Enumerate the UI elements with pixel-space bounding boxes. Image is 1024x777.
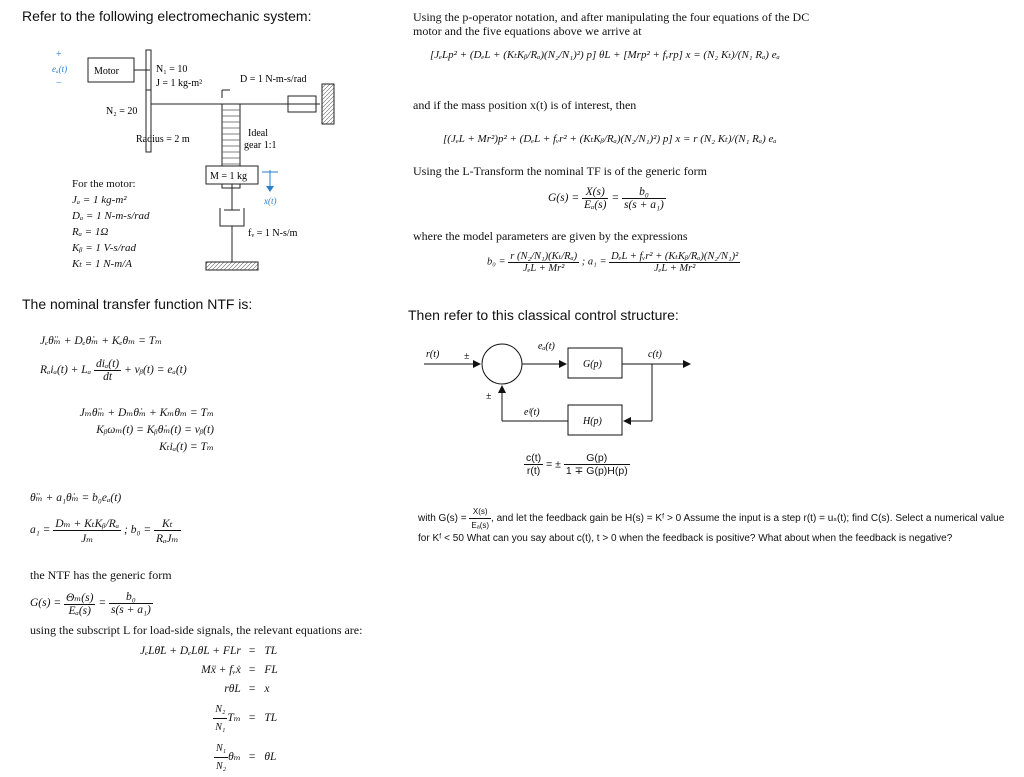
source-label: eₐ(t) bbox=[52, 64, 68, 74]
rgs-den1: Eₐ(s) bbox=[583, 199, 607, 211]
gs-num1: Θₘ(s) bbox=[65, 592, 94, 604]
rgs-eq: = bbox=[611, 192, 620, 205]
minus-sign: − bbox=[56, 78, 62, 89]
gs-den2: s(s + a₁) bbox=[110, 604, 151, 616]
load4-num: N₂ bbox=[213, 701, 227, 719]
load4-den: N₁ bbox=[215, 722, 226, 733]
closed-loop-eq bbox=[524, 452, 630, 477]
load-rhs: FL bbox=[264, 664, 278, 676]
question-text: , and let the feedback gain be H(s) = Kᶠ > 0 Assume the input is a step r(t) = uₛ(t); find C(s). Select a numerical value for Kᶠ < 50 What can you say about c(t), t > 0 when the feedback is positive? What about when the feedback is negative? bbox=[418, 513, 1005, 544]
eq-motor-mech: Jₑθ̈ₘ + Dₑθ̇ₘ + Kₑθₘ = Tₘ bbox=[40, 335, 163, 347]
motor-param: Jₐ = 1 kg-m² bbox=[72, 194, 127, 206]
b0-label: ; b₀ = bbox=[124, 524, 152, 537]
load-rhs: x bbox=[264, 683, 270, 695]
load5-var: θₘ bbox=[228, 751, 241, 764]
cl-den: 1 ∓ G(p)H(p) bbox=[565, 465, 628, 477]
x-arrow-head bbox=[266, 186, 274, 192]
r-label: r(t) bbox=[426, 349, 440, 360]
a1-num: Dₘ + KₜKᵦ/Rₐ bbox=[55, 518, 120, 530]
eq-params bbox=[30, 516, 181, 545]
pm-bottom: ± bbox=[486, 391, 492, 402]
ea-label: eₐ(t) bbox=[538, 341, 555, 352]
summing-junction bbox=[482, 344, 522, 384]
eq3b: Kᵦωₘ(t) = Kᵦθ̇ₘ(t) = vᵦ(t) bbox=[96, 424, 214, 436]
eq-motor-elec bbox=[40, 358, 187, 383]
load-lhs bbox=[140, 699, 241, 738]
motor-param: Rₐ = 1Ω bbox=[72, 226, 109, 238]
eq-right-params bbox=[487, 250, 740, 274]
rb0-num: r (N₂/N₁)(Kₜ/Rₐ) bbox=[510, 251, 578, 262]
rgs-den2: s(s + a₁) bbox=[624, 199, 664, 211]
question-pre: with G(s) = bbox=[418, 513, 467, 525]
mass-label: M = 1 kg bbox=[210, 171, 248, 182]
motor-param: Kₜ = 1 N-m/A bbox=[72, 258, 132, 270]
rgs-num2: b₀ bbox=[622, 186, 666, 199]
right-intro: Using the p-operator notation, and after manipulating the four equations of the DC motor and the five equations above we arrive at bbox=[413, 10, 810, 38]
plus-sign: + bbox=[56, 49, 62, 60]
right-p3: Using the L-Transform the nominal TF is of the generic form bbox=[413, 164, 707, 178]
eq3c: Kₜiₐ(t) = Tₘ bbox=[159, 441, 214, 453]
load-text: using the subscript L for load-side signals, the relevant equations are: bbox=[30, 623, 363, 637]
rgs-num1: X(s) bbox=[582, 186, 609, 199]
ntf-heading: The nominal transfer function NTF is: bbox=[22, 296, 253, 312]
eq2-num: diₐ(t) bbox=[95, 358, 120, 370]
ntf-form-text: the NTF has the generic form bbox=[30, 568, 172, 582]
load-equations bbox=[140, 642, 279, 777]
ef-label: eᶠ(t) bbox=[524, 407, 540, 418]
gs-num2: b₀ bbox=[109, 591, 153, 604]
load-rhs: TL bbox=[264, 712, 278, 724]
eq-combined-b: [(JₑL + Mr²)p² + (DₑL + fᵥr² + (KₜKᵦ/Rₐ)(N₂/N₁)²) p] x = r (N₂ Kₜ)/(N₁ Rₐ) eₐ bbox=[443, 133, 777, 145]
question-num: X(s) bbox=[469, 505, 491, 519]
load-eq-row: rθL = x bbox=[140, 680, 279, 699]
cl-num: G(p) bbox=[564, 452, 630, 465]
load5-num: N₁ bbox=[214, 740, 228, 758]
load-lhs: JₑLθ̈L + DₑLθ̇L + FLr bbox=[140, 645, 241, 657]
load-rhs: TL bbox=[264, 645, 278, 657]
load4-var: Tₘ bbox=[227, 712, 241, 725]
c-label: c(t) bbox=[648, 349, 662, 360]
rb0-den: JₑL + Mr² bbox=[523, 263, 565, 274]
gear-label-2: gear 1:1 bbox=[244, 140, 277, 151]
motor-param: Kᵦ = 1 V-s/rad bbox=[72, 242, 137, 254]
motor-param: Dₐ = 1 N-m-s/rad bbox=[72, 210, 150, 222]
x-label: x(t) bbox=[264, 196, 277, 206]
cl-lhs-den: r(t) bbox=[526, 465, 541, 477]
eq-reduced: θ̈ₘ + a₁θ̇ₘ = b₀eₐ(t) bbox=[30, 492, 122, 504]
eq2-lhs: Rₐiₐ(t) + Lₐ bbox=[40, 364, 92, 377]
h-label: H(p) bbox=[583, 416, 602, 427]
load-eq-row: JₑLθ̈L + DₑLθ̇L + FLr = TL bbox=[140, 642, 279, 661]
eq-ntf-generic bbox=[30, 590, 153, 617]
a1-label: a₁ = bbox=[30, 524, 51, 537]
right-p4: where the model parameters are given by the expressions bbox=[413, 229, 688, 243]
load-lhs: Mẍ + fᵥẋ bbox=[201, 664, 241, 676]
ground bbox=[206, 262, 258, 270]
radius-label: Radius = 2 m bbox=[136, 134, 190, 145]
motor-label: Motor bbox=[94, 66, 119, 77]
g-label: G(p) bbox=[583, 359, 602, 370]
load-eq-row: $\frac{\text{N₁}}{\text{N₂}}$ θₘ = θL bbox=[140, 738, 279, 777]
rb0-label: b₀ = bbox=[487, 256, 506, 268]
right-p2: and if the mass position x(t) is of interest, then bbox=[413, 98, 637, 112]
eq2-rhs: + vᵦ(t) = eₐ(t) bbox=[124, 364, 187, 377]
gs-den1: Eₐ(s) bbox=[68, 605, 91, 617]
fv-cup bbox=[220, 208, 244, 226]
load5-den: N₂ bbox=[215, 761, 227, 772]
cl-eq: = ± bbox=[546, 458, 561, 471]
j-label: J = 1 kg-m² bbox=[156, 78, 203, 89]
eq-motor-system bbox=[34, 405, 214, 456]
ra1-num: DₑL + fᵥr² + (KₜKᵦ/Rₐ)(N₂/N₁)² bbox=[611, 251, 739, 262]
eq3a: Jₘθ̈ₘ + Dₘθ̇ₘ + Kₘθₘ = Tₘ bbox=[79, 407, 214, 419]
d-label: D = 1 N-m-s/rad bbox=[240, 74, 307, 85]
a1-den: Jₘ bbox=[81, 533, 94, 545]
gs-lhs: G(s) = bbox=[30, 597, 62, 610]
b0-num: Kₜ bbox=[154, 516, 181, 531]
load-eq-row: $\frac{\text{N₂}}{\text{N₁}}$ Tₘ = TL bbox=[140, 699, 279, 738]
eq-combined-a: [JₑLp² + (DₑL + (KₜKᵦ/Rₐ)(N₂/N₁)²) p] θL + [Mrp² + fᵥrp] x = (N₂ Kₜ)/(N₁ Rₐ) eₐ bbox=[430, 49, 780, 61]
rgs-lhs: G(s) = bbox=[548, 192, 580, 205]
load-eq-row: Mẍ + fᵥẋ = FL bbox=[140, 661, 279, 680]
gear-label-1: Ideal bbox=[248, 128, 268, 139]
gs-eq: = bbox=[98, 597, 107, 610]
cl-lhs-num: c(t) bbox=[526, 452, 542, 464]
question-den: Eₐ(s) bbox=[471, 521, 490, 530]
pm-top: ± bbox=[464, 351, 470, 362]
fv-label: fᵥ = 1 N-s/m bbox=[248, 228, 298, 239]
load-eq-table bbox=[140, 642, 279, 777]
question bbox=[418, 505, 1014, 545]
ra1-den: JₑL + Mr² bbox=[654, 263, 696, 274]
n1-label: N₁ = 10 bbox=[156, 64, 188, 75]
b0-den: RₐJₘ bbox=[156, 533, 179, 545]
eq-right-gs bbox=[548, 186, 666, 211]
n2-label: N₂ = 20 bbox=[106, 106, 138, 117]
wall bbox=[322, 84, 334, 124]
load-rhs: θL bbox=[264, 751, 277, 763]
control-heading: Then refer to this classical control structure: bbox=[408, 307, 679, 323]
system-heading: Refer to the following electromechanic system: bbox=[22, 8, 312, 24]
motor-params-title: For the motor: bbox=[72, 178, 136, 190]
load-lhs bbox=[140, 738, 241, 777]
load-lhs: rθL bbox=[224, 683, 241, 695]
eq2-den: dt bbox=[103, 371, 113, 383]
motor-params bbox=[72, 176, 150, 272]
ra1-label: ; a₁ = bbox=[581, 256, 607, 268]
